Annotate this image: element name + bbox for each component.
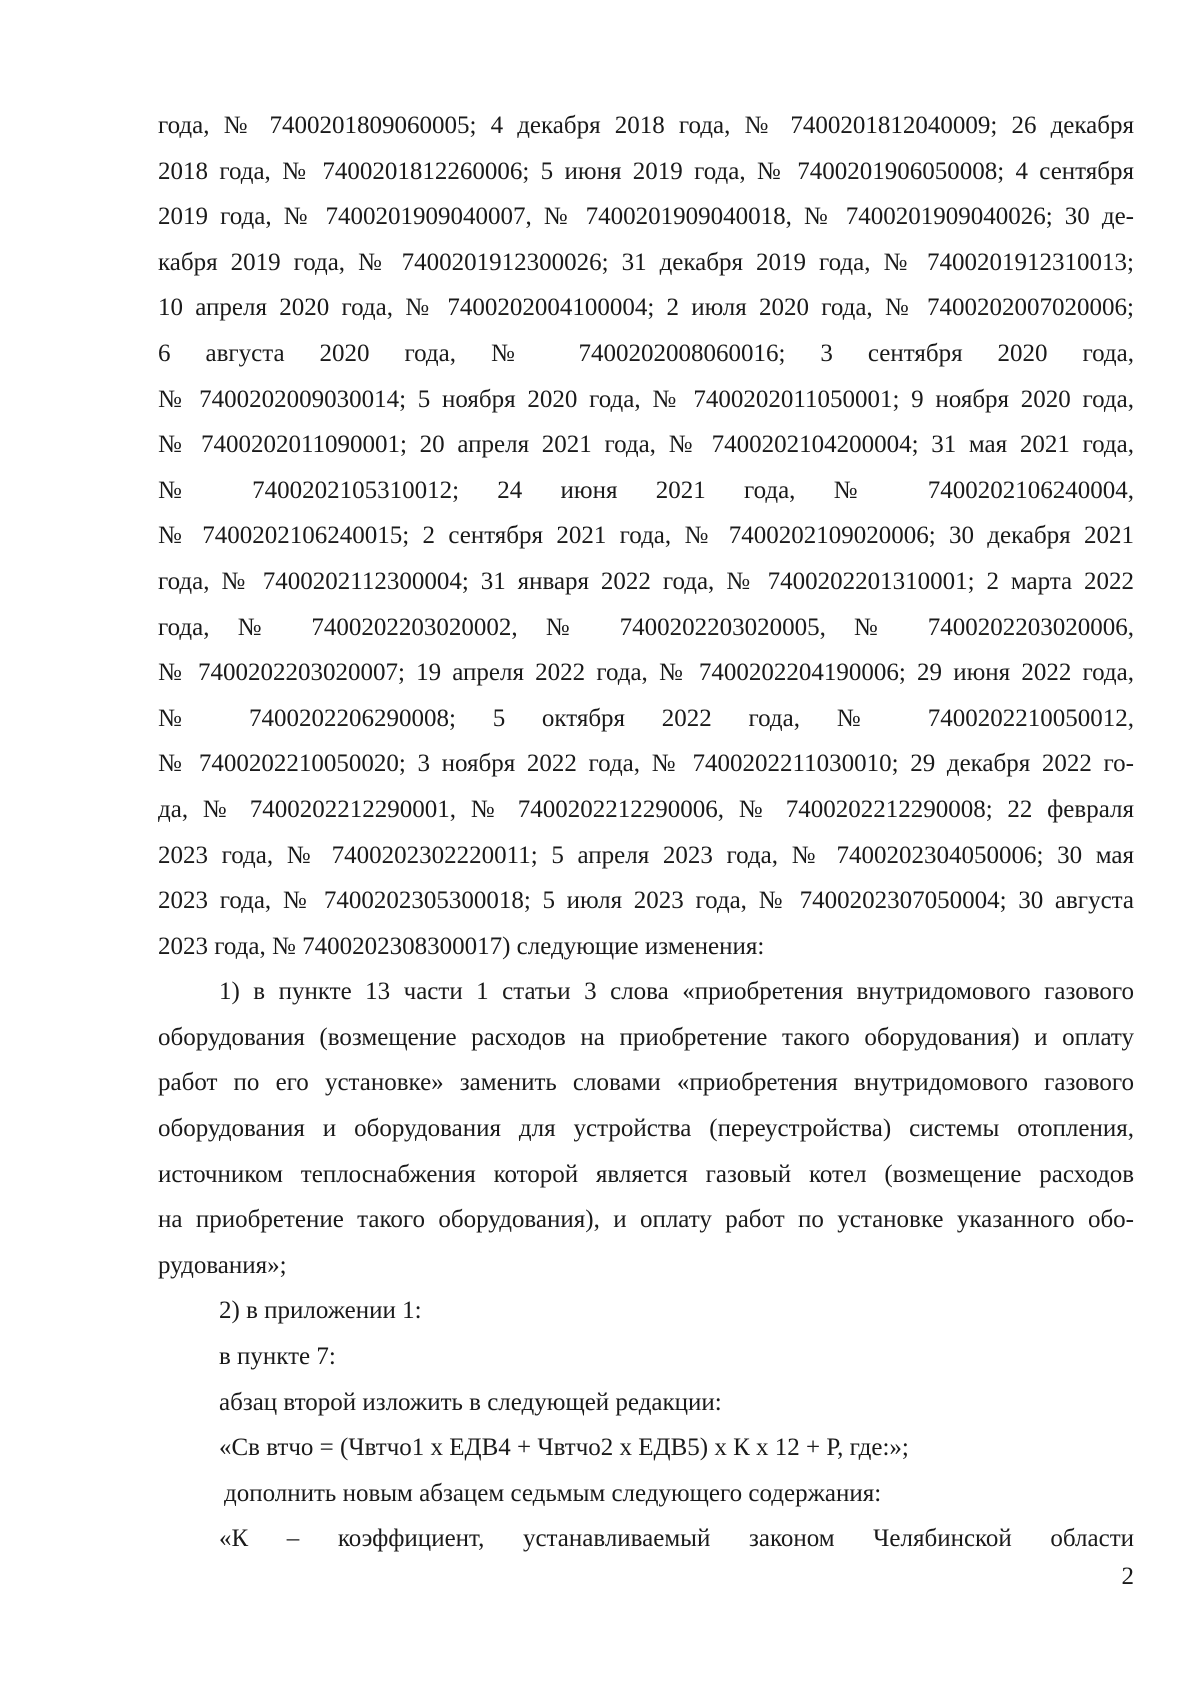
text-line: 2023 года, № 7400202308300017) следующие изменения: — [158, 932, 765, 960]
text-line: 10 апреля 2020 года, № 7400202004100004; 2 июля 2020 года, № 7400202007020006; — [158, 294, 1134, 322]
text-line: дополнить новым абзацем седьмым следующего содержания: — [224, 1479, 882, 1507]
page-number: 2 — [1121, 1563, 1134, 1590]
text-line: № 7400202210050020; 3 ноября 2022 года, № 7400202211030010; 29 декабря 2022 го- — [158, 750, 1134, 778]
text-line: оборудования (возмещение расходов на приобретение такого оборудования) и оплату — [158, 1023, 1134, 1051]
text-line: № 7400202105310012; 24 июня 2021 года, № 7400202106240004, — [158, 476, 1134, 504]
text-line: «Св втчо = (Чвтчо1 х ЕДВ4 + Чвтчо2 х ЕДВ5) х К х 12 + Р, где:»; — [219, 1434, 909, 1462]
text-line: оборудования и оборудования для устройства (переустройства) системы отопления, — [158, 1115, 1134, 1143]
text-line: «К – коэффициент, устанавливаемый законом Челябинской области — [219, 1525, 1134, 1553]
text-line: 2023 года, № 7400202305300018; 5 июля 2023 года, № 7400202307050004; 30 августа — [158, 887, 1134, 915]
text-line: работ по его установке» заменить словами «приобретения внутридомового газового — [158, 1069, 1134, 1097]
text-line: в пункте 7: — [219, 1343, 336, 1371]
text-line: года, № 7400201809060005; 4 декабря 2018 года, № 7400201812040009; 26 декабря — [158, 112, 1134, 139]
text-line: 1) в пункте 13 части 1 статьи 3 слова «приобретения внутридомового газового — [219, 978, 1134, 1006]
text-line: № 7400202203020007; 19 апреля 2022 года, № 7400202204190006; 29 июня 2022 года, — [158, 659, 1134, 687]
text-line: рудования»; — [158, 1251, 287, 1279]
text-line: на приобретение такого оборудования), и оплату работ по установке указанного обо- — [158, 1206, 1134, 1234]
text-line: года, № 7400202203020002, № 7400202203020005, № 7400202203020006, — [158, 613, 1134, 641]
text-line: № 7400202011090001; 20 апреля 2021 года, № 7400202104200004; 31 мая 2021 года, — [158, 431, 1134, 459]
document-body — [158, 103, 1134, 1562]
text-line: № 7400202106240015; 2 сентября 2021 года, № 7400202109020006; 30 декабря 2021 — [158, 522, 1134, 550]
text-line: 2023 года, № 7400202302220011; 5 апреля 2023 года, № 7400202304050006; 30 мая — [158, 841, 1134, 869]
text-line: 2019 года, № 7400201909040007, № 7400201909040018, № 7400201909040026; 30 де- — [158, 203, 1134, 231]
text-line: года, № 7400202112300004; 31 января 2022 года, № 7400202201310001; 2 марта 2022 — [158, 567, 1134, 595]
text-line: абзац второй изложить в следующей редакции: — [219, 1388, 722, 1416]
text-line: кабря 2019 года, № 7400201912300026; 31 декабря 2019 года, № 7400201912310013; — [158, 248, 1134, 276]
text-line: 2018 года, № 7400201812260006; 5 июня 2019 года, № 7400201906050008; 4 сентября — [158, 157, 1134, 185]
text-line: № 7400202009030014; 5 ноября 2020 года, № 7400202011050001; 9 ноября 2020 года, — [158, 385, 1134, 413]
text-line: источником теплоснабжения которой является газовый котел (возмещение расходов — [158, 1160, 1134, 1188]
text-line: 6 августа 2020 года, № 7400202008060016; 3 сентября 2020 года, — [158, 339, 1134, 367]
text-line: да, № 7400202212290001, № 7400202212290006, № 7400202212290008; 22 февраля — [158, 795, 1134, 823]
text-line: № 7400202206290008; 5 октября 2022 года, № 7400202210050012, — [158, 704, 1134, 732]
text-line: 2) в приложении 1: — [219, 1297, 422, 1325]
